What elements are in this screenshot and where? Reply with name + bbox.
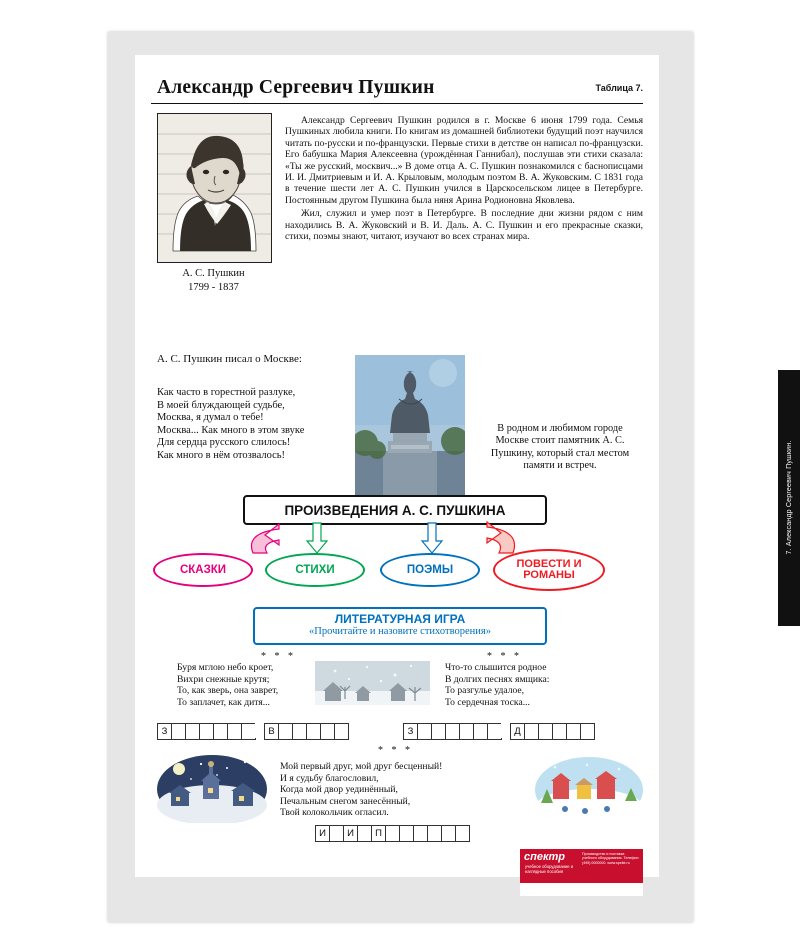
game-verse-2 <box>445 662 549 708</box>
logo-white-strip <box>520 883 643 896</box>
spine-tab-right-side-label: 7. Александр Сергеевич Пушкин. <box>786 440 793 555</box>
biography-paragraph-1: Александр Сергеевич Пушкин родился в г. Москве 6 июня 1799 года. Семья Пушкиных любила книги. По книгам из домашней библиотеки будущий поэт научился читать по-русски и по-французски. Первые стихи в детстве он написал по-французски. Его бабушка Мария Алексеевна (урождённая Ганнибал), послушав эти стихи сказала: «Ты же русский, москвич...» В доме отца А. С. Пушкин познакомился с баснописцами И. И. Дмитриевым и И. А. Крыловым, молодым поэтом В. А. Жуковским. С 1831 года в течение шести лет А. С. Пушкин учился в Царскосельском лицее в Петербурге. Постоянным другом Пушкина была няня Арина Родионовна Яковлева. <box>285 115 643 206</box>
answer-cell[interactable] <box>306 723 321 740</box>
publisher-details: Производство и поставка учебного оборудования. Телефон: (495) 0000000. www.spektr.ru <box>582 852 640 865</box>
moscow-poem-line: Москва... Как много в этом звуке <box>157 424 305 436</box>
winter-town-illustration <box>535 757 643 823</box>
verse-line: В долгих песнях ямщика: <box>445 673 550 685</box>
answer-cell[interactable] <box>334 723 349 740</box>
verse-line: Вихри снежные крутя; <box>177 673 270 685</box>
moscow-poem-line: Для сердца русского слилось! <box>157 437 291 449</box>
answer-cell[interactable] <box>524 723 539 740</box>
poster-grey-board <box>108 32 793 922</box>
moscow-intro: А. С. Пушкин писал о Москве: <box>157 353 302 365</box>
answer-cell[interactable]: З <box>157 723 172 740</box>
stars-separator: * * * <box>378 745 413 756</box>
spine-tab-right-side <box>778 370 800 626</box>
game-verse-3 <box>280 761 442 819</box>
answer-cell[interactable] <box>241 723 256 740</box>
answer-cell[interactable] <box>473 723 488 740</box>
works-header: ПРОИЗВЕДЕНИЯ А. С. ПУШКИНА <box>243 495 547 525</box>
answer-cell[interactable] <box>385 825 400 842</box>
portrait-caption <box>157 267 270 295</box>
verse-line: То, как зверь, она заврет, <box>177 685 279 697</box>
table-number: Таблица 7. <box>595 83 643 93</box>
answer-cell[interactable] <box>445 723 460 740</box>
verse-line: То заплачет, как дитя... <box>177 696 270 708</box>
publisher-logo <box>520 849 643 896</box>
answer-cell[interactable] <box>417 723 432 740</box>
answer-cell[interactable]: З <box>403 723 418 740</box>
answer-cell[interactable] <box>431 723 446 740</box>
verse-line: И я судьбу благословил, <box>280 772 379 784</box>
winter-village-illustration <box>315 661 430 713</box>
moscow-poem <box>157 387 304 463</box>
answer-cell[interactable] <box>357 825 372 842</box>
answer-cell[interactable]: Д <box>510 723 525 740</box>
header-divider <box>151 103 643 104</box>
answer-cell[interactable] <box>320 723 335 740</box>
answer-row-3[interactable] <box>315 825 469 842</box>
winter-village-picture <box>315 661 430 713</box>
night-village-picture <box>157 755 267 823</box>
game-verse-1 <box>177 662 278 708</box>
pushkin-portrait <box>157 113 272 263</box>
biography-text <box>285 115 643 244</box>
answer-cell[interactable] <box>399 825 414 842</box>
answer-cell[interactable] <box>580 723 595 740</box>
answer-cell[interactable]: И <box>315 825 330 842</box>
answer-cell[interactable]: В <box>264 723 279 740</box>
answer-row-1-left[interactable] <box>157 723 348 740</box>
answer-cell[interactable] <box>292 723 307 740</box>
answer-cell[interactable] <box>441 825 456 842</box>
winter-town-picture <box>535 757 643 823</box>
page-title: Александр Сергеевич Пушкин <box>157 77 435 98</box>
biography-paragraph-2: Жил, служил и умер поэт в Петербурге. В последние дни жизни рядом с ним находились В. А. Жуковский и В. И. Даль. А. С. Пушкин и его прекрасные сказки, стихи, поэмы знают, читают, изучают во всех странах мира. <box>285 208 643 243</box>
portrait-caption-years: 1799 - 1837 <box>188 282 239 293</box>
answer-cell[interactable] <box>278 723 293 740</box>
moscow-poem-line: Как часто в горестной разлуке, <box>157 387 296 398</box>
moscow-poem-line: В моей блуждающей судьбе, <box>157 399 285 411</box>
verse-line: Когда мой двор уединённый, <box>280 784 398 796</box>
verse-line: То разгулье удалое, <box>445 685 525 697</box>
answer-cell[interactable]: П <box>371 825 386 842</box>
answer-cell[interactable] <box>171 723 186 740</box>
literary-game-box <box>253 607 547 645</box>
publisher-subtitle: учебное оборудование и наглядные пособия <box>525 864 574 874</box>
answer-cell[interactable] <box>552 723 567 740</box>
verse-line: Что-то слышится родное <box>445 662 547 673</box>
literary-game-subtitle: «Прочитайте и назовите стихотворения» <box>309 626 491 637</box>
literary-game-title: ЛИТЕРАТУРНАЯ ИГРА <box>334 612 466 626</box>
verse-line: Буря мглою небо кроет, <box>177 662 274 673</box>
verse-line: То сердечная тоска... <box>445 696 530 708</box>
answer-cell[interactable] <box>566 723 581 740</box>
answer-cell[interactable] <box>185 723 200 740</box>
verse-line: Мой первый друг, мой друг бесценный! <box>280 761 443 772</box>
answer-cell[interactable]: И <box>343 825 358 842</box>
portrait-caption-name: А. С. Пушкин <box>182 268 245 279</box>
answer-cell[interactable] <box>538 723 553 740</box>
verse-line: Твой колокольчик огласил. <box>280 807 389 819</box>
pushkin-monument-photo <box>355 355 465 497</box>
answer-cell[interactable] <box>459 723 474 740</box>
answer-cell[interactable] <box>413 825 428 842</box>
works-item-poemy[interactable]: ПОЭМЫ <box>380 553 480 587</box>
works-item-skazki[interactable]: СКАЗКИ <box>153 553 253 587</box>
poster-sheet <box>135 55 659 877</box>
answer-row-1-right[interactable] <box>403 723 594 740</box>
verse-line: Печальным снегом занесённый, <box>280 795 411 807</box>
monument-caption: В родном и любимом городе Москве стоит памятник А. С. Пушкину, который стал местом памяти и встреч. <box>490 423 630 472</box>
portrait-illustration <box>158 114 271 262</box>
monument-illustration <box>355 355 465 497</box>
works-item-povesti-i-romany[interactable]: ПОВЕСТИ И РОМАНЫ <box>493 549 605 591</box>
answer-cell[interactable] <box>329 825 344 842</box>
answer-cell[interactable] <box>487 723 502 740</box>
answer-cell[interactable] <box>455 825 470 842</box>
moscow-poem-line: Как много в нём отозвалось! <box>157 449 286 461</box>
stars-separator: * * * <box>487 651 522 662</box>
night-village-illustration <box>157 755 267 823</box>
answer-cell[interactable] <box>199 723 214 740</box>
stars-separator: * * * <box>261 651 296 662</box>
works-item-stihi[interactable]: СТИХИ <box>265 553 365 587</box>
moscow-poem-line: Москва, я думал о тебе! <box>157 412 264 424</box>
answer-cell[interactable] <box>427 825 442 842</box>
publisher-name: спектр <box>524 851 566 863</box>
answer-cell[interactable] <box>227 723 242 740</box>
answer-cell[interactable] <box>213 723 228 740</box>
